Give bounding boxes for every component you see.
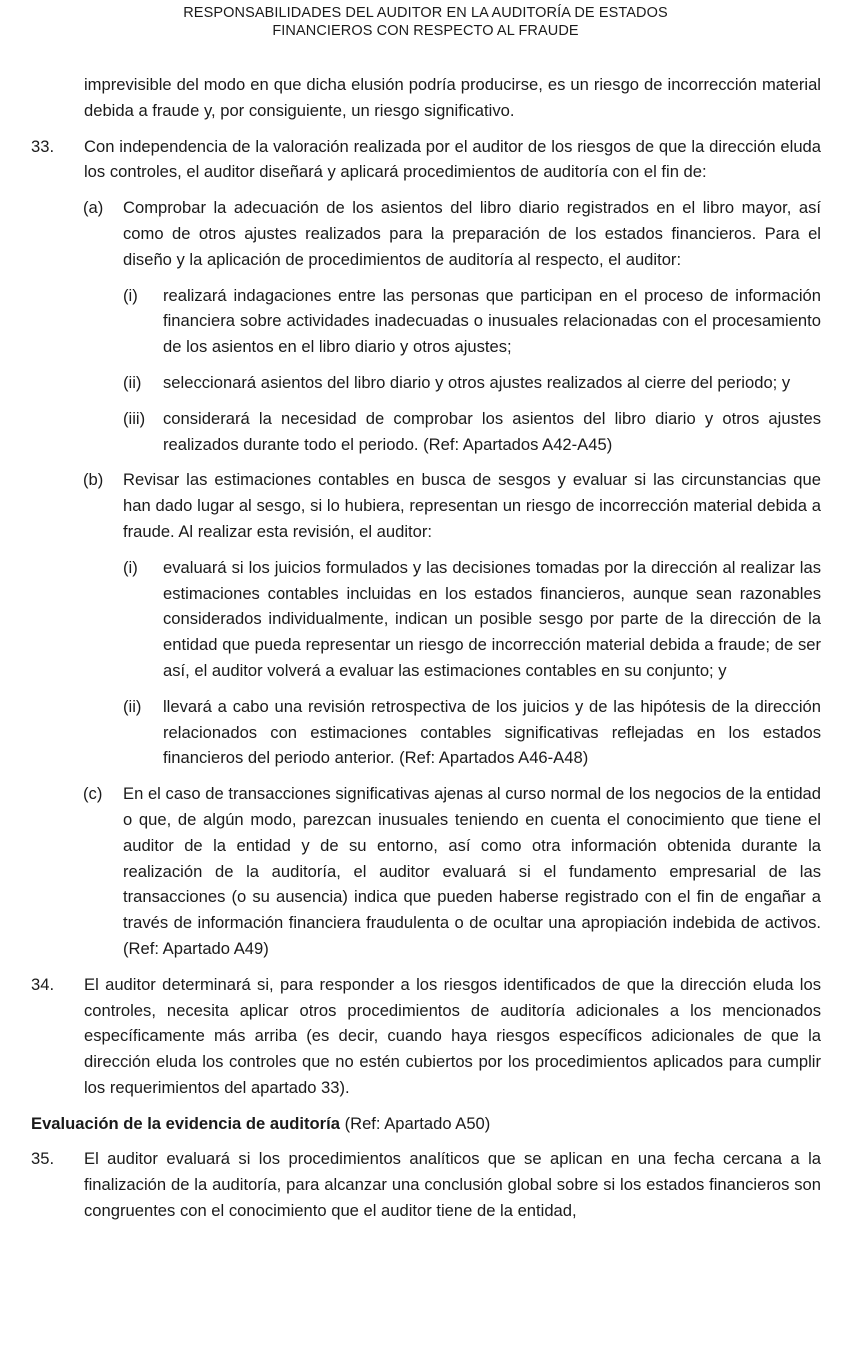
header-line-1: RESPONSABILIDADES DEL AUDITOR EN LA AUDITORÍA DE ESTADOS (183, 5, 668, 21)
item-text: Comprobar la adecuación de los asientos del libro diario registrados en el libro mayor, así como de otros ajustes realizados para la preparación de los estados financieros. Para el diseño y la aplicación de procedimientos de auditoría al respecto, el auditor: (123, 198, 821, 269)
paragraph-text: El auditor determinará si, para responder a los riesgos identificados de que la dirección eluda los controles, necesita aplicar otros procedimientos de auditoría adicionales a los mencionados específicamente más arriba (es decir, cuando haya riesgos específicos adicionales de que la dirección eluda los controles que no estén cubiertos por los procedimientos aplicados para cumplir los requerimientos del apartado 33). (84, 974, 821, 1097)
subitem-label: (i) (123, 285, 138, 305)
paragraph-number: 35. (31, 1149, 55, 1169)
section-heading-title: Evaluación de la evidencia de auditoría (31, 1113, 340, 1133)
item-label: (c) (83, 784, 103, 804)
item-33-c (31, 781, 821, 962)
item-label: (b) (83, 470, 104, 490)
section-heading (31, 1111, 821, 1137)
subitem-label: (i) (123, 557, 138, 577)
paragraph-text: El auditor evaluará si los procedimientos analíticos que se aplican en una fecha cercana a la finalización de la auditoría, para alcanzar una conclusión global sobre si los estados financieros son congruentes con el conocimiento que el auditor tiene de la entidad, (84, 1149, 821, 1221)
subitem-33-b-i (31, 555, 821, 684)
intro-continuation: imprevisible del modo en que dicha elusión podría producirse, es un riesgo de incorrección material debida a fraude y, por consiguiente, un riesgo significativo. (84, 75, 821, 120)
subitem-33-a-i (31, 283, 821, 360)
subitem-text: realizará indagaciones entre las personas que participan en el proceso de información financiera sobre actividades inadecuadas o inusuales relacionadas con el procesamiento de los asientos en el libro diario y otros ajustes; (163, 285, 821, 357)
subitem-33-b-ii (31, 694, 821, 771)
subitem-label: (ii) (123, 696, 142, 716)
paragraph-34 (31, 972, 821, 1101)
item-text: Revisar las estimaciones contables en busca de sesgos y evaluar si las circunstancias que han dado lugar al sesgo, si lo hubiera, representan un riesgo de incorrección material debida a fraude. Al realizar esta revisión, el auditor: (123, 470, 821, 541)
item-33-a (31, 195, 821, 272)
item-label: (a) (83, 198, 104, 218)
section-heading-ref: (Ref: Apartado A50) (344, 1113, 491, 1133)
item-text: En el caso de transacciones significativas ajenas al curso normal de los negocios de la entidad o que, de algún modo, parezcan inusuales teniendo en cuenta el conocimiento que tiene el auditor de la entidad y de su entorno, así como otra información obtenida durante la realización de la auditoría, el auditor evaluará si el fundamento empresarial de las transacciones (o su ausencia) indica que pueden haberse registrado con el fin de engañar a través de información financiera fraudulenta o de ocultar una apropiación indebida de activos. (Ref: Apartado A49) (123, 784, 821, 958)
item-33-b (31, 467, 821, 544)
paragraph-33 (31, 134, 821, 186)
subitem-text: evaluará si los juicios formulados y las decisiones tomadas por la dirección al realizar las estimaciones contables incluidas en los estados financieros, aunque sean razonables considerados individualmente, indican un posible sesgo por parte de la dirección de la entidad que pueda representar un riesgo de incorrección material debida a fraude; de ser así, el auditor volverá a evaluar las estimaciones contables en su conjunto; y (163, 557, 821, 680)
subitem-33-a-ii (31, 370, 821, 396)
subitem-text: considerará la necesidad de comprobar los asientos del libro diario y otros ajustes realizados durante todo el periodo. (Ref: Apartados A42-A45) (163, 408, 821, 454)
subitem-text: llevará a cabo una revisión retrospectiva de los juicios y de las hipótesis de la dirección relacionados con estimaciones contables significativas reflejadas en los estados financieros del periodo anterior. (Ref: Apartados A46-A48) (163, 696, 821, 768)
paragraph-text: Con independencia de la valoración realizada por el auditor de los riesgos de que la dirección eluda los controles, el auditor diseñará y aplicará procedimientos de auditoría con el fin de: (84, 136, 821, 182)
paragraph-35 (31, 1146, 821, 1223)
paragraph-number: 33. (31, 136, 55, 156)
subitem-33-a-iii (31, 406, 821, 458)
paragraph-number: 34. (31, 974, 55, 994)
page-header (0, 4, 851, 40)
subitem-label: (ii) (123, 372, 142, 392)
header-line-2: FINANCIEROS CON RESPECTO AL FRAUDE (272, 23, 579, 39)
subitem-text: seleccionará asientos del libro diario y otros ajustes realizados al cierre del periodo; y (163, 372, 791, 392)
document-body (31, 72, 821, 1224)
subitem-label: (iii) (123, 408, 146, 428)
